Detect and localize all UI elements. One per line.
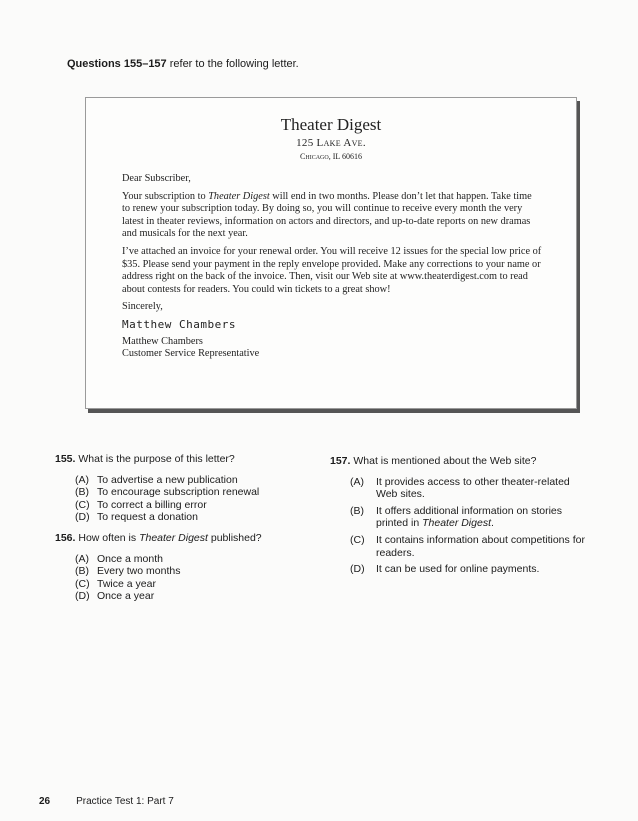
option-text: To encourage subscription renewal — [97, 486, 260, 499]
signer-name: Matthew Chambers — [122, 335, 203, 347]
option-letter: (D) — [75, 511, 90, 524]
option-157-a[interactable] — [350, 476, 590, 501]
question-number: 155. — [55, 453, 76, 465]
letterhead-title: Theater Digest — [280, 115, 382, 134]
page-number: 26 — [39, 796, 51, 807]
question-range: Questions 155–157 — [67, 58, 167, 70]
option-letter: (D) — [350, 563, 365, 576]
option-text: Once a year — [97, 590, 155, 603]
option-letter: (A) — [75, 552, 89, 565]
questions-left-column — [55, 453, 315, 611]
option-155-b[interactable] — [75, 486, 315, 499]
question-number: 156. — [55, 531, 76, 544]
instructions — [67, 58, 299, 70]
question-157 — [330, 455, 590, 468]
option-text: Twice a year — [97, 577, 156, 590]
option-text: To advertise a new publication — [97, 473, 238, 486]
page-footer — [39, 796, 174, 807]
option-156-d[interactable] — [75, 590, 315, 603]
para1-end: will end in two months. Please don’t let that happen. Take time to renew your subscription today. By doing so, you will continue to receive every month the very latest in theater reviews, information on actors and directors, and up-to-date reports on new dramas and musicals for the next year. — [122, 190, 532, 240]
letter-paragraph-2: I’ve attached an invoice for your renewal order. You will receive 12 issues for the special low price of $35. Please send your payment in the reply envelope provided. Make any corrections to your name or address right on the back of the invoice. Then, visit our Web site at www.theaterdigest.com to read about contests for readers. You could win tickets to a great show! — [122, 245, 542, 295]
question-157-options — [330, 476, 590, 576]
option-letter: (A) — [350, 475, 364, 488]
question-155 — [55, 453, 315, 466]
option-157-d[interactable] — [350, 563, 590, 576]
option-letter: (D) — [75, 590, 90, 603]
question-text-end: published? — [207, 531, 262, 544]
option-text-end: . — [491, 517, 494, 530]
handwritten-signature: Matthew Chambers — [122, 317, 236, 331]
option-letter: (B) — [75, 565, 89, 578]
para1-start: Your subscription to — [122, 190, 209, 202]
option-letter: (B) — [350, 504, 364, 517]
option-157-b[interactable] — [350, 505, 590, 530]
questions-right-column — [330, 455, 590, 584]
option-text-start: It offers additional information on stories printed in — [376, 504, 562, 530]
instructions-text: refer to the following letter. — [166, 58, 299, 70]
option-157-c[interactable] — [350, 534, 590, 559]
letterhead-city: Chicago, IL 60616 — [300, 152, 362, 161]
letterhead-address: 125 Lake Ave. — [296, 137, 366, 149]
question-156-options — [55, 553, 315, 603]
para1-title: Theater Digest — [208, 190, 270, 202]
question-text: What is the purpose of this letter? — [75, 453, 235, 465]
option-text-italic: Theater Digest — [422, 517, 491, 530]
signer-role: Customer Service Representative — [122, 348, 260, 360]
letter — [85, 97, 577, 409]
section-label: Practice Test 1: Part 7 — [76, 796, 174, 807]
question-156 — [55, 532, 315, 545]
letter-paragraph-1 — [122, 191, 542, 241]
option-text — [376, 505, 590, 530]
option-letter: (C) — [75, 577, 90, 590]
option-155-c[interactable] — [75, 499, 315, 512]
option-156-c[interactable] — [75, 578, 315, 591]
option-155-a[interactable] — [75, 474, 315, 487]
option-text: It contains information about competitions for readers. — [376, 533, 585, 559]
option-155-d[interactable] — [75, 511, 315, 524]
question-155-options — [55, 474, 315, 524]
option-letter: (C) — [75, 498, 90, 511]
question-number: 157. — [330, 455, 351, 467]
option-text: Every two months — [97, 565, 181, 578]
option-letter: (B) — [75, 486, 89, 499]
question-text-italic: Theater Digest — [139, 531, 208, 544]
option-letter: (A) — [75, 473, 89, 486]
letter-greeting: Dear Subscriber, — [122, 173, 191, 184]
option-156-a[interactable] — [75, 553, 315, 566]
option-text: To correct a billing error — [97, 498, 207, 511]
question-text: What is mentioned about the Web site? — [350, 455, 537, 467]
letter-body — [122, 173, 542, 361]
option-letter: (C) — [350, 533, 365, 546]
option-text: It can be used for online payments. — [376, 563, 540, 576]
question-text: How often is — [75, 531, 140, 544]
option-text: To request a donation — [97, 511, 198, 524]
letter-closing: Sincerely, — [122, 301, 163, 313]
option-text: Once a month — [97, 552, 163, 565]
option-text: It provides access to other theater-related Web sites. — [376, 475, 570, 501]
option-156-b[interactable] — [75, 565, 315, 578]
